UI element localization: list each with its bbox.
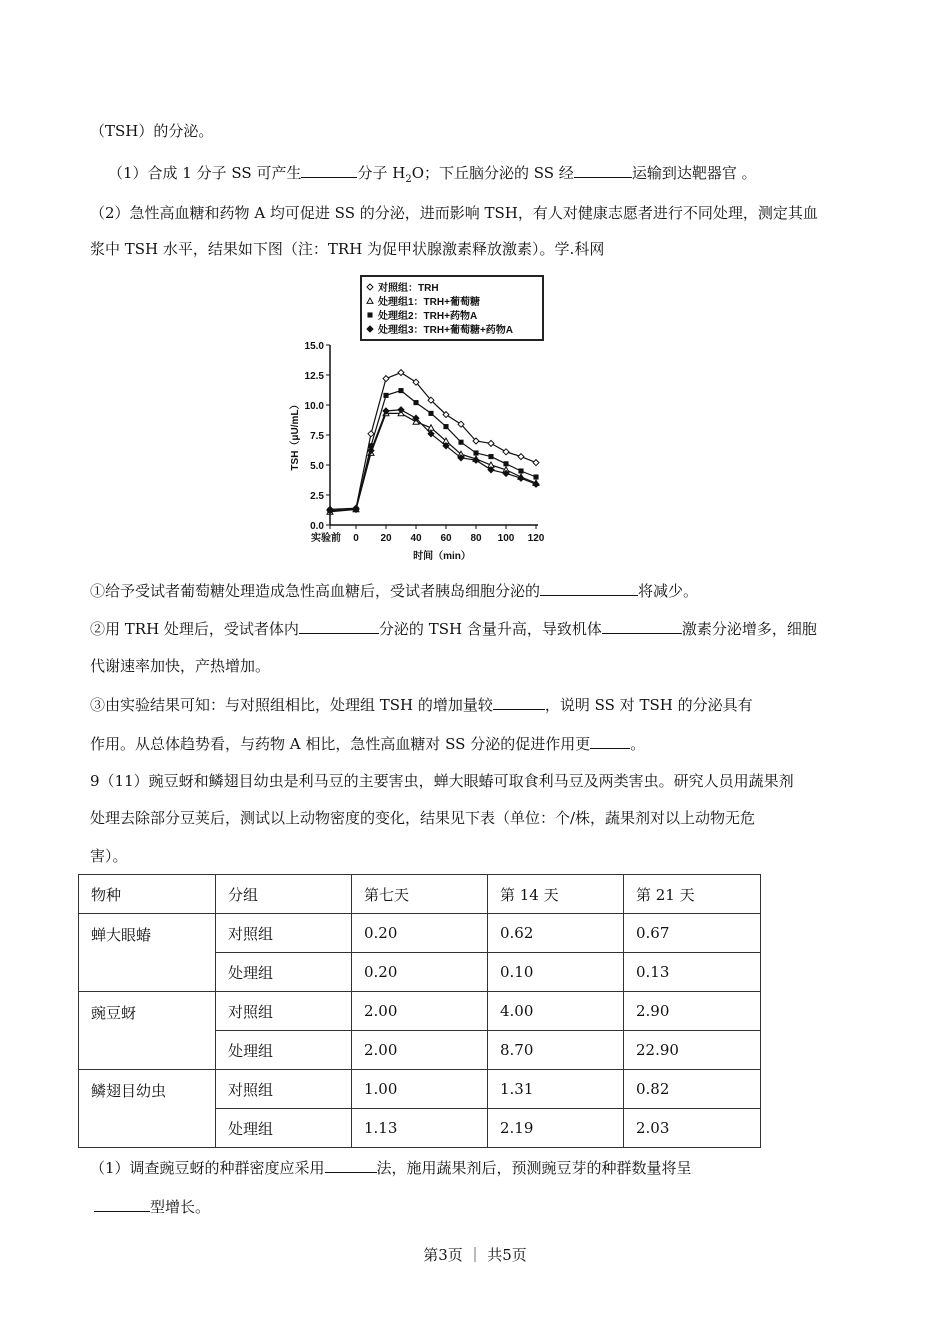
question-2-line-1: （2）急性高血糖和药物 A 均可促进 SS 的分泌，进而影响 TSH，有人对健康志愿者进行不同处理，测定其血 [90,204,818,222]
species-cell: 鳞翅目幼虫 [79,1070,216,1148]
series-line [330,410,536,511]
value-cell: 1.31 [488,1070,624,1109]
species-cell: 豌豆蚜 [79,992,216,1070]
s2-text-c: 激素分泌增多，细胞 [681,620,817,638]
table-row [79,992,761,1031]
data-point [518,468,523,473]
data-point [473,450,478,455]
answer-blank[interactable] [299,618,379,634]
s3-text-l2a: 作用。从总体趋势看，与药物 A 相比，急性高血糖对 SS 分泌的促进作用更 [90,735,591,753]
answer-blank[interactable] [602,618,682,634]
value-cell: 2.90 [624,992,761,1031]
problem-9-line-2: 处理去除部分豆荚后，测试以上动物密度的变化，结果见下表（单位：个/株，蔬果剂对以上动物无危 [90,809,756,827]
answer-blank[interactable] [540,580,638,596]
x-tick-label: 0 [353,533,359,544]
problem-9-line-3: 害）。 [90,847,128,865]
data-point [398,407,404,413]
data-point [413,400,418,405]
data-point [533,474,538,479]
sub-question-1 [90,580,698,601]
y-tick-label: 2.5 [310,491,324,502]
density-table [78,874,761,1148]
data-point [503,461,508,466]
s3-text-l2b: 。 [630,735,646,753]
answer-blank[interactable] [325,1157,377,1173]
t1-text-l2: 型增长。 [150,1198,211,1216]
sub-question-3-line-2 [90,733,645,754]
x-tick-label: 实验前 [311,533,341,544]
group-cell: 处理组 [216,953,352,992]
group-cell: 对照组 [216,1070,352,1109]
q1-text-d: 运输到达靶器官 。 [631,164,757,182]
header-cell: 第 21 天 [624,875,761,914]
x-tick-label: 100 [497,533,515,544]
data-point [488,440,494,446]
answer-blank[interactable] [574,162,632,178]
legend-label: 处理组3：TRH+葡萄糖+药物A [378,325,514,336]
answer-blank[interactable] [301,162,357,178]
sub-question-3 [90,694,753,715]
table-question-1-line-2 [94,1196,210,1217]
t1-text-b: 法，施用蔬果剂后，预测豌豆芽的种群数量将呈 [376,1159,692,1177]
group-cell: 处理组 [216,1109,352,1148]
value-cell: 0.10 [488,953,624,992]
table-question-1 [90,1157,692,1178]
s2-text-b: 分泌的 TSH 含量升高，导致机体 [378,620,602,638]
value-cell: 0.13 [624,953,761,992]
data-point [518,454,524,460]
header-cell: 第七天 [352,875,488,914]
x-axis-label: 时间（min） [413,551,471,562]
value-cell: 1.00 [352,1070,488,1109]
x-tick-label: 60 [440,533,452,544]
x-tick-label: 120 [527,533,545,544]
value-cell: 4.00 [488,992,624,1031]
value-cell: 0.82 [624,1070,761,1109]
group-cell: 处理组 [216,1031,352,1070]
problem-9-line-1: 9（11）豌豆蚜和鳞翅目幼虫是利马豆的主要害虫，蝉大眼蝽可取食利马豆及两类害虫。研究人员用蔬果剂 [90,772,794,790]
data-point [533,460,539,466]
s1-text-b: 将减少。 [638,582,699,600]
answer-blank[interactable] [493,694,545,710]
y-tick-label: 12.5 [304,371,324,382]
value-cell: 0.20 [352,914,488,953]
y-tick-label: 5.0 [310,461,324,472]
header-cell: 分组 [216,875,352,914]
value-cell: 2.00 [352,1031,488,1070]
header-cell: 物种 [79,875,216,914]
data-point [443,424,448,429]
data-point [428,411,433,416]
value-cell: 0.62 [488,914,624,953]
question-1 [108,162,757,190]
data-point [398,388,403,393]
legend-marker [367,312,372,317]
header-cell: 第 14 天 [488,875,624,914]
y-tick-label: 15.0 [304,341,324,352]
table-header-row [79,875,761,914]
y-tick-label: 7.5 [310,431,324,442]
x-tick-label: 40 [410,533,422,544]
value-cell: 22.90 [624,1031,761,1070]
s1-text-a: ①给予受试者葡萄糖处理造成急性高血糖后，受试者胰岛细胞分泌的 [90,582,541,600]
x-tick-label: 80 [470,533,482,544]
question-2-line-2: 浆中 TSH 水平，结果如下图（注：TRH 为促甲状腺激素释放激素）。学.科网 [90,240,605,258]
continued-text: （TSH）的分泌。 [90,122,214,140]
s2-text-a: ②用 TRH 处理后，受试者体内 [90,620,299,638]
answer-blank[interactable] [94,1196,150,1212]
group-cell: 对照组 [216,992,352,1031]
y-tick-label: 0.0 [310,521,324,532]
data-point [488,454,493,459]
value-cell: 1.13 [352,1109,488,1148]
y-axis-label: TSH（μU/mL） [290,399,301,471]
table-row [79,914,761,953]
chart-svg [286,272,576,572]
legend-label: 处理组1：TRH+葡萄糖 [378,297,480,308]
y-tick-label: 10.0 [304,401,324,412]
table-row [79,1070,761,1109]
value-cell: 2.03 [624,1109,761,1148]
data-point [383,393,388,398]
legend-label: 对照组：TRH [378,283,439,294]
legend-label: 处理组2：TRH+药物A [378,311,478,322]
q1-text-c: O；下丘脑分泌的 SS 经 [411,164,574,182]
data-point [503,449,509,455]
value-cell: 2.19 [488,1109,624,1148]
group-cell: 对照组 [216,914,352,953]
tsh-line-chart [286,272,576,572]
species-cell: 蝉大眼蝽 [79,914,216,992]
data-point [458,440,463,445]
sub-question-2-line-2: 代谢速率加快，产热增加。 [90,657,271,675]
x-tick-label: 20 [380,533,392,544]
value-cell: 0.67 [624,914,761,953]
answer-blank[interactable] [590,733,630,749]
s3-text-a: ③由实验结果可知：与对照组相比，处理组 TSH 的增加量较 [90,696,493,714]
data-point [368,431,374,437]
s3-text-b: ，说明 SS 对 TSH 的分泌具有 [544,696,753,714]
subscript: 2 [405,174,412,185]
t1-text-a: （1）调查豌豆蚜的种群密度应采用 [90,1159,325,1177]
value-cell: 0.20 [352,953,488,992]
q1-text-b: 分子 H [357,164,406,182]
q1-text-a: （1）合成 1 分子 SS 可产生 [108,164,302,182]
data-point [398,370,404,376]
data-point [383,376,389,382]
value-cell: 2.00 [352,992,488,1031]
sub-question-2 [90,618,817,639]
page-footer: 第3页 ｜ 共5页 [423,1246,527,1264]
value-cell: 8.70 [488,1031,624,1070]
